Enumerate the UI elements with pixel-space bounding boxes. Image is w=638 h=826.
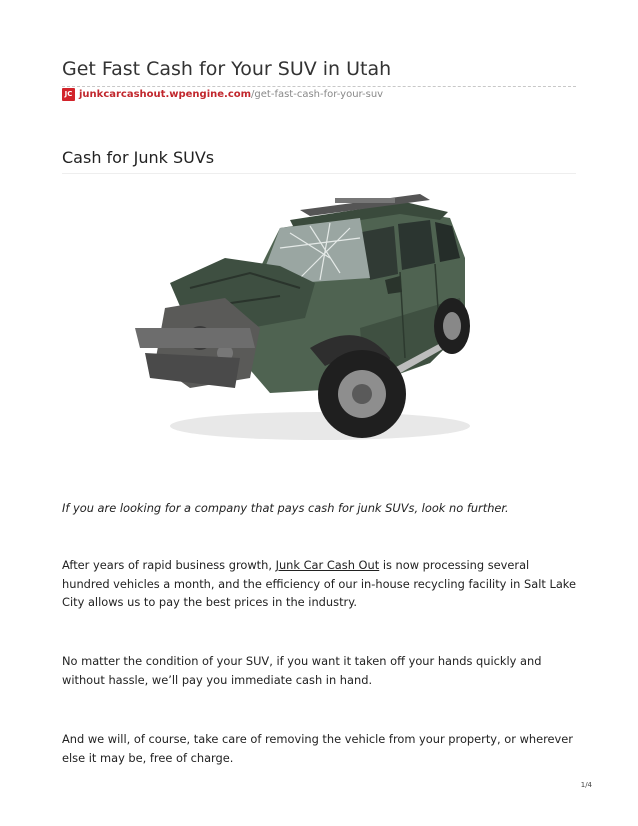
site-favicon-icon: JC (62, 88, 75, 101)
heading-divider (62, 173, 576, 174)
growth-paragraph-end: is now processing several hundred vehicles a month, and the efficiency of our in-house recycling facility in Salt Lake City allows us to pay the best prices in the industry. (62, 558, 577, 609)
title-divider (62, 86, 576, 87)
section-heading: Cash for Junk SUVs (62, 148, 215, 167)
condition-paragraph: No matter the condition of your SUV, if you want it taken off your hands quickly and without hassle, we’ll pay you immediate cash in hand. (62, 654, 542, 687)
removal-paragraph: And we will, of course, take care of removing the vehicle from your property, or wherever else it may be, free of charge. (62, 732, 573, 765)
growth-paragraph-start: After years of rapid business growth, (62, 558, 276, 572)
junk-car-cash-out-link[interactable]: Junk Car Cash Out (275, 558, 380, 572)
growth-paragraph (62, 556, 578, 612)
page-number: 1/4 (580, 781, 592, 789)
page-title: Get Fast Cash for Your SUV in Utah (62, 58, 392, 80)
source-path[interactable]: /get-fast-cash-for-your-suv (251, 89, 384, 100)
source-line (62, 88, 383, 101)
intro-paragraph: If you are looking for a company that pays cash for junk SUVs, look no further. (62, 501, 509, 515)
wrecked-suv-image (130, 188, 475, 456)
source-url[interactable] (79, 89, 383, 100)
source-domain[interactable]: junkcarcashout.wpengine.com (79, 89, 252, 100)
